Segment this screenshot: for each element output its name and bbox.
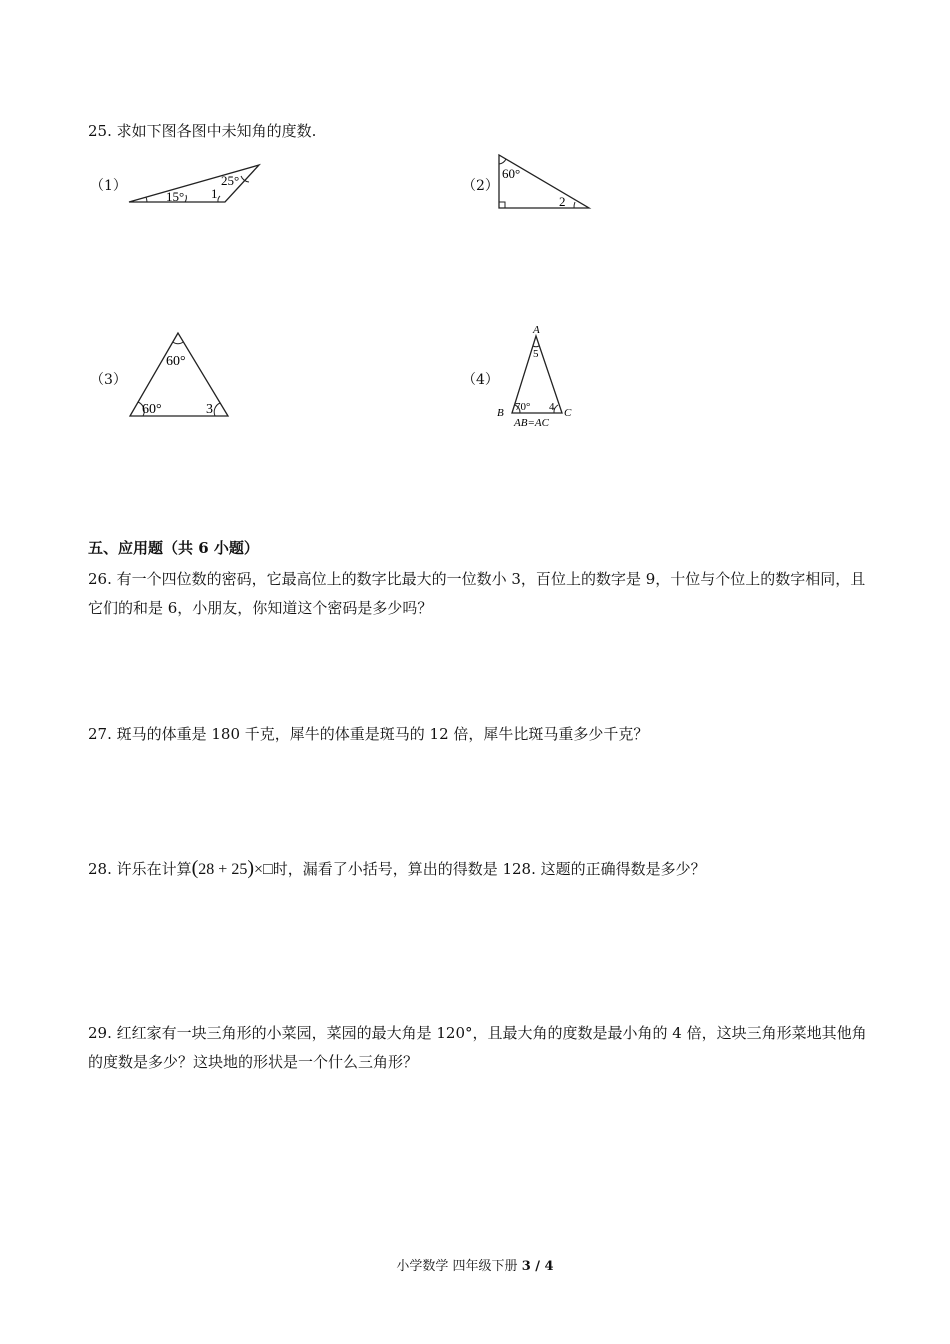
question-28-text <box>88 858 706 880</box>
figure-4-angle-70: 70° <box>515 401 531 413</box>
figure-4-vertex-a: A <box>533 324 540 336</box>
figure-3-angle-left: 60° <box>142 402 162 417</box>
figure-2-triangle <box>495 152 595 212</box>
question-28-suffix: 时，漏看了小括号，算出的得数是 128. 这题的正确得数是多少？ <box>272 860 706 878</box>
figure-3-label: （3） <box>90 372 127 388</box>
figure-1-angle-1: 1 <box>211 186 218 201</box>
page-number: 3 / 4 <box>521 1259 554 1274</box>
figure-2-angle-2: 2 <box>559 194 566 209</box>
footer-text: 小学数学 四年级下册 <box>396 1259 522 1274</box>
times-box: ×□ <box>254 861 273 878</box>
figure-4-vertex-c: C <box>564 407 572 419</box>
figure-2-label: （2） <box>462 178 499 194</box>
question-25-text: 25. 求如下图各图中未知角的度数. <box>88 122 317 140</box>
figure-4-angle-4: 4 <box>549 401 555 413</box>
section-5-heading: 五、应用题（共 6 小题） <box>88 539 259 557</box>
figure-1-angle-25: 25° <box>221 173 240 188</box>
page-footer <box>0 1255 950 1274</box>
figure-4-vertex-b: B <box>497 407 504 419</box>
figure-4-note: AB=AC <box>514 417 549 429</box>
figure-1-triangle <box>125 160 265 208</box>
question-26-text: 26. 有一个四位数的密码，它最高位上的数字比最大的一位数小 3，百位上的数字是 9，十位与个位上的数字相同，且它们的和是 6，小朋友，你知道这个密码是多少吗？ <box>88 570 866 617</box>
figure-1-label: （1） <box>90 178 127 194</box>
figure-4-triangle <box>494 322 584 432</box>
question-28-expression <box>191 857 273 879</box>
figure-2-angle-60: 60° <box>502 166 521 181</box>
figure-3-triangle <box>124 328 234 423</box>
question-27-text: 27. 斑马的体重是 180 千克，犀牛的体重是斑马的 12 倍，犀牛比斑马重多少千克？ <box>88 725 649 743</box>
figure-4-angle-5: 5 <box>533 348 539 360</box>
figure-3-angle-top: 60° <box>166 354 186 369</box>
figure-1-angle-15: 15° <box>166 189 185 204</box>
figure-3-angle-3: 3 <box>206 402 213 417</box>
question-28-prefix: 28. 许乐在计算 <box>88 860 192 878</box>
expression-inner: 28 + 25 <box>198 861 248 878</box>
figure-4-label: （4） <box>462 372 499 388</box>
close-paren: ) <box>247 857 254 879</box>
question-29-text: 29. 红红家有一块三角形的小菜园，菜园的最大角是 120°，且最大角的度数是最小角的 4 倍，这块三角形菜地其他角的度数是多少？这块地的形状是一个什么三角形？ <box>88 1024 867 1071</box>
open-paren: ( <box>191 857 199 879</box>
